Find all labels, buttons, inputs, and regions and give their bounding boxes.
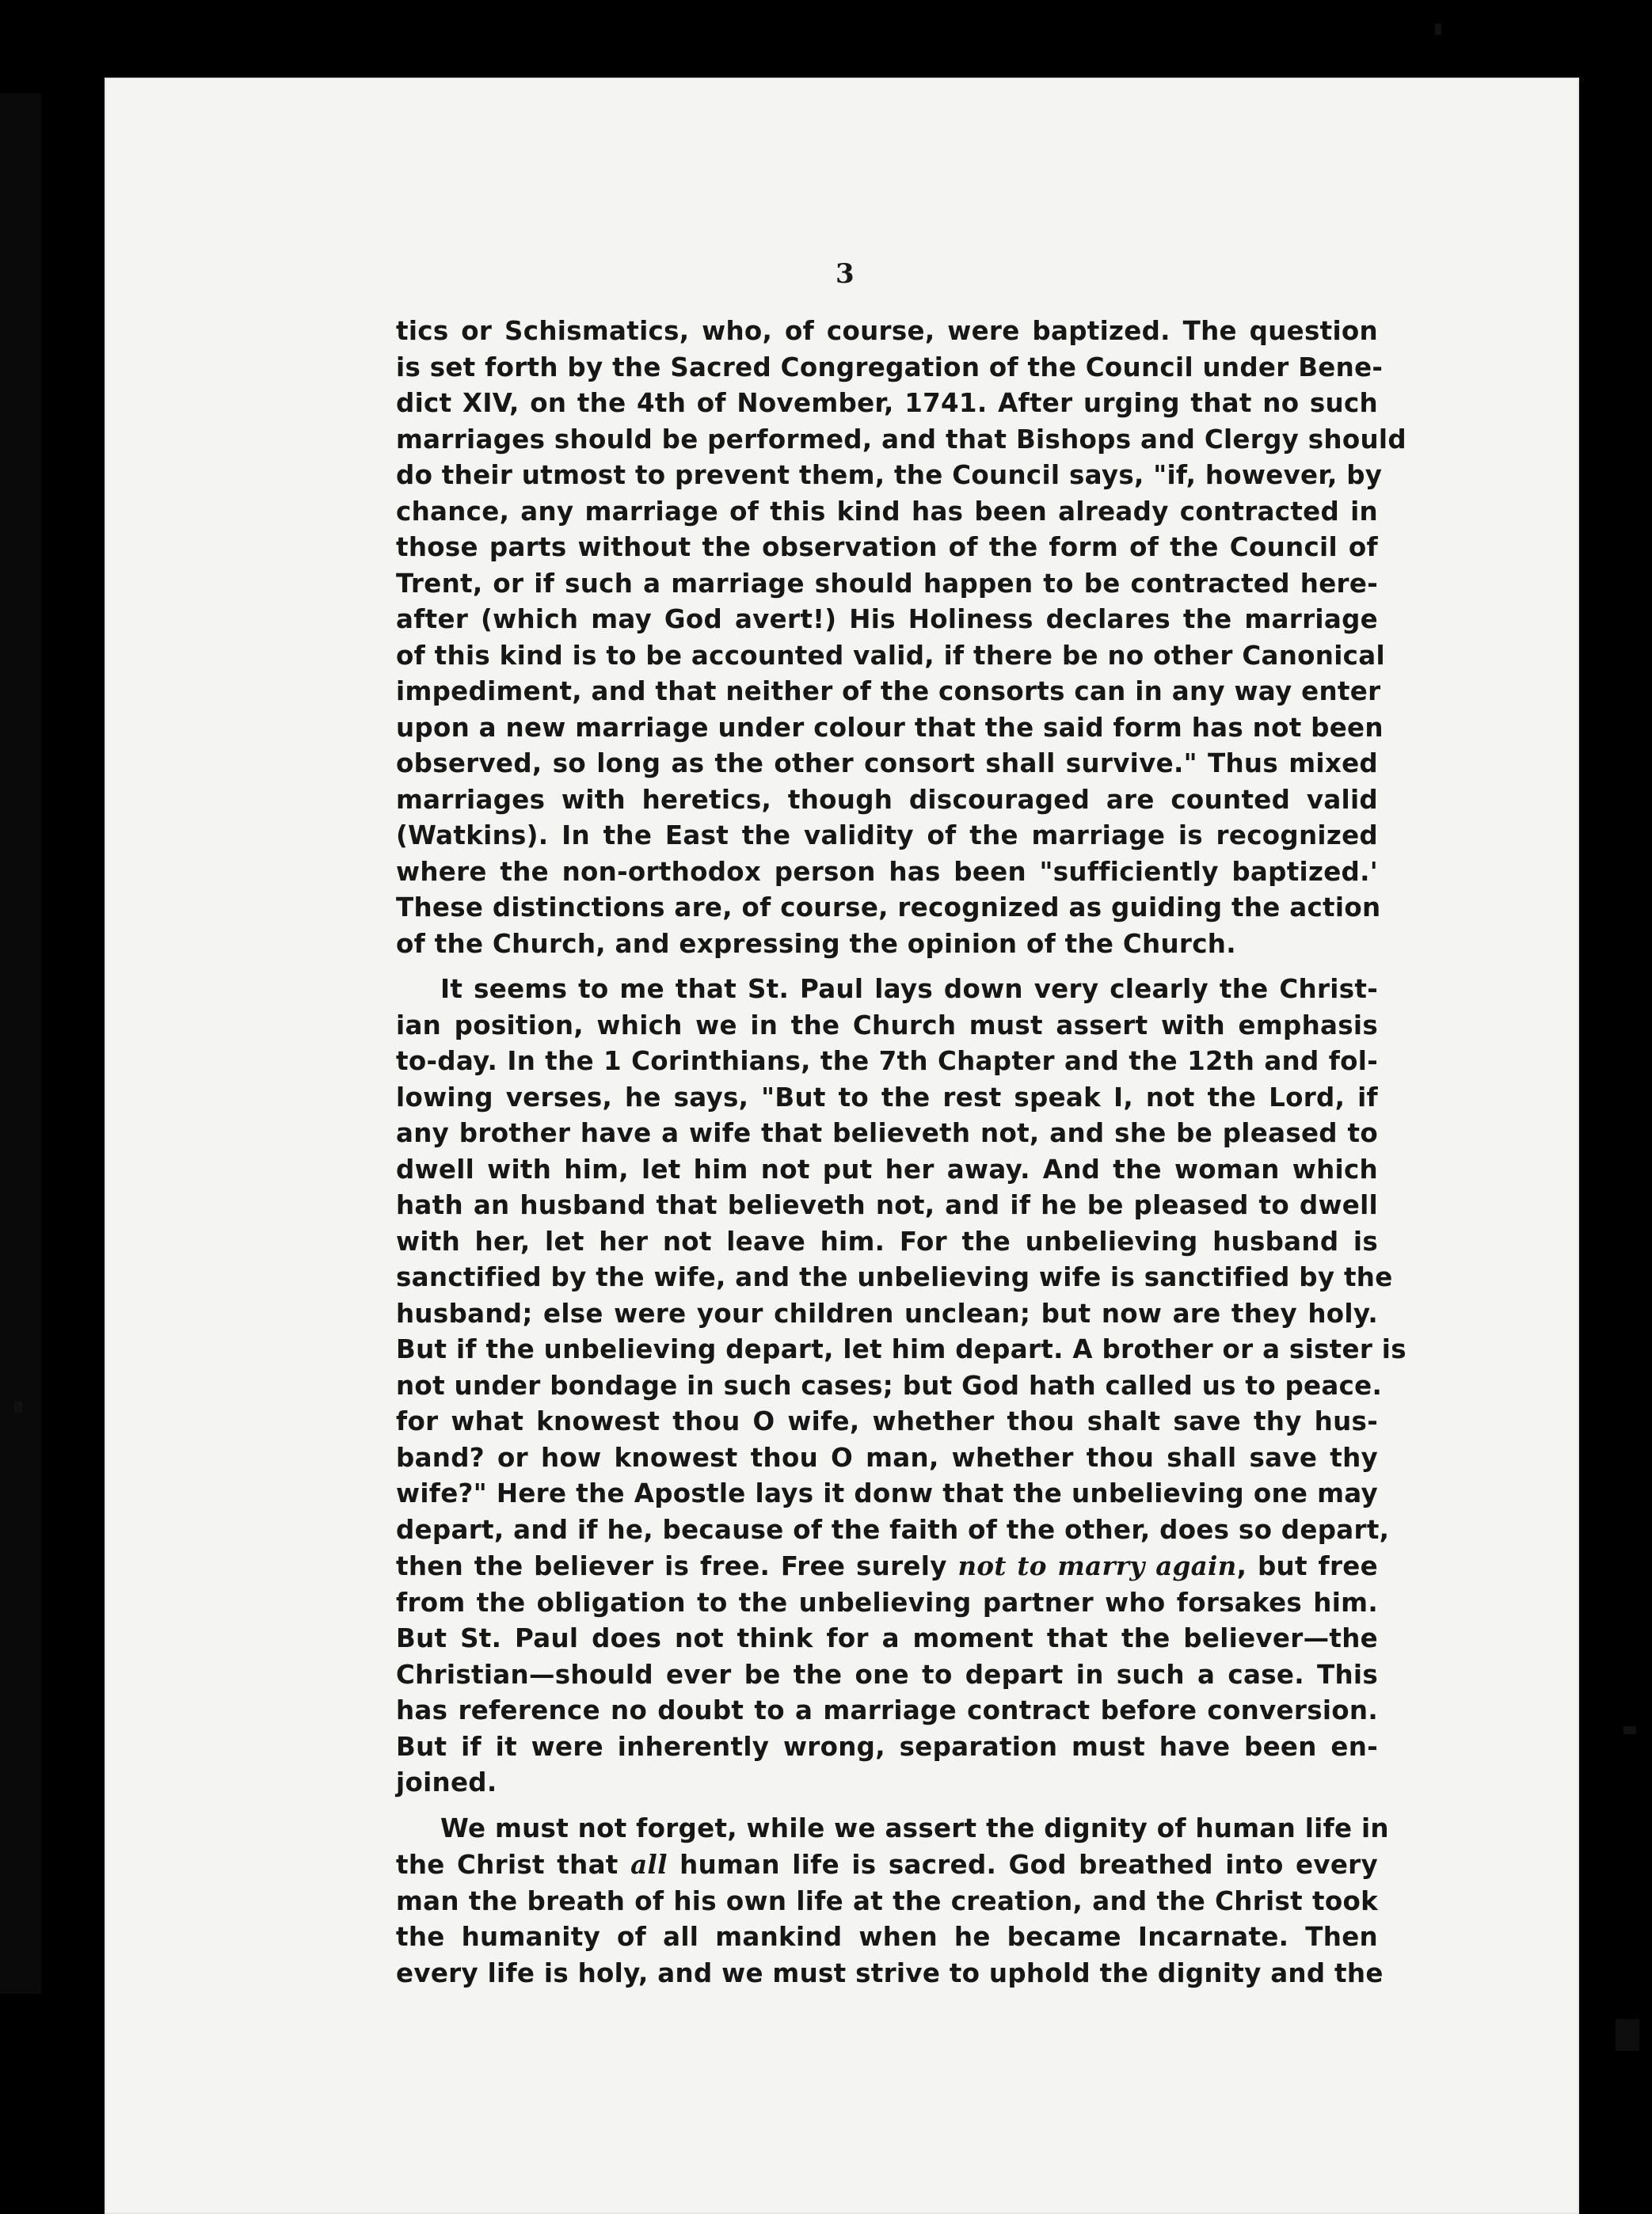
paragraph: [396, 972, 1406, 1801]
text-line: husband; else were your children unclean; but now are they holy.: [396, 1298, 1378, 1329]
scan-speck: [1616, 2019, 1639, 2051]
text-line: upon a new marriage under colour that the said form has not been: [396, 712, 1384, 743]
text-line: where the non-orthodox person has been "sufficiently baptized.': [396, 856, 1378, 887]
text-line: chance, any marriage of this kind has been already contracted in: [396, 496, 1378, 527]
text-line: But St. Paul does not think for a moment that the believer—the: [396, 1623, 1378, 1653]
text-line: do their utmost to prevent them, the Council says, "if, however, by: [396, 460, 1383, 490]
text-line: for what knowest thou O wife, whether thou shalt save thy hus-: [396, 1406, 1378, 1436]
body-text: [396, 314, 1406, 2001]
text-line: Christian—should ever be the one to depart in such a case. This: [396, 1659, 1378, 1690]
text-line: depart, and if he, because of the faith of the other, does so depart,: [396, 1514, 1390, 1545]
text-line: to-day. In the 1 Corinthians, the 7th Chapter and the 12th and fol-: [396, 1046, 1378, 1076]
paragraph: [396, 314, 1406, 962]
text-line: But if the unbelieving depart, let him depart. A brother or a sister is: [396, 1334, 1406, 1364]
text-line: of the Church, and expressing the opinion of the Church.: [396, 928, 1236, 959]
text-line: marriages should be performed, and that Bishops and Clergy should: [396, 424, 1406, 455]
text-line: the Christ that all human life is sacred. God breathed into every: [396, 1849, 1378, 1880]
text-line: after (which may God avert!) His Holiness declares the marriage: [396, 604, 1378, 634]
text-line: impediment, and that neither of the consorts can in any way enter: [396, 676, 1381, 706]
text-line: dict XIV, on the 4th of November, 1741. After urging that no such: [396, 388, 1378, 418]
text-line: It seems to me that St. Paul lays down very clearly the Christ-: [440, 974, 1378, 1004]
scan-speck: [14, 1402, 22, 1413]
text-line: man the breath of his own life at the creation, and the Christ took: [396, 1885, 1378, 1916]
text-line: every life is holy, and we must strive to uphold the dignity and the: [396, 1957, 1384, 1988]
text-line: has reference no doubt to a marriage contract before conversion.: [396, 1695, 1378, 1725]
text-line: (Watkins). In the East the validity of the marriage is recognized: [396, 820, 1378, 850]
text-line: We must not forget, while we assert the dignity of human life in: [440, 1813, 1389, 1843]
text-line: dwell with him, let him not put her away. And the woman which: [396, 1154, 1378, 1185]
text-line: tics or Schismatics, who, of course, were baptized. The question: [396, 316, 1378, 346]
text-line: joined.: [396, 1767, 497, 1797]
scan-border: [0, 93, 41, 1994]
text-line: then the believer is free. Free surely not to marry again, but free: [396, 1550, 1378, 1581]
text-line: marriages with heretics, though discouraged are counted valid: [396, 784, 1378, 815]
text-line: wife?" Here the Apostle lays it donw that the unbelieving one may: [396, 1478, 1378, 1508]
text-line: with her, let her not leave him. For the unbelieving husband is: [396, 1226, 1378, 1257]
text-line: not under bondage in such cases; but God hath called us to peace.: [396, 1370, 1383, 1401]
text-line: hath an husband that believeth not, and if he be pleased to dwell: [396, 1190, 1378, 1220]
text-line: These distinctions are, of course, recognized as guiding the action: [396, 892, 1381, 922]
text-line: band? or how knowest thou O man, whether thou shall save thy: [396, 1442, 1378, 1473]
text-line: sanctified by the wife, and the unbelieving wife is sanctified by the: [396, 1262, 1393, 1292]
text-line: those parts without the observation of the form of the Council of: [396, 532, 1378, 562]
text-line: is set forth by the Sacred Congregation of the Council under Bene-: [396, 352, 1384, 382]
text-line: the humanity of all mankind when he became Incarnate. Then: [396, 1922, 1378, 1952]
text-line: from the obligation to the unbelieving partner who forsakes him.: [396, 1587, 1378, 1618]
text-line: observed, so long as the other consort shall survive." Thus mixed: [396, 748, 1378, 778]
text-line: But if it were inherently wrong, separation must have been en-: [396, 1731, 1378, 1762]
page-number: 3: [836, 258, 855, 290]
paragraph: [396, 1811, 1389, 1992]
scan-speck: [1435, 24, 1441, 35]
text-line: any brother have a wife that believeth not, and she be pleased to: [396, 1118, 1378, 1148]
text-line: lowing verses, he says, "But to the rest speak I, not the Lord, if: [396, 1082, 1378, 1113]
text-line: ian position, which we in the Church must assert with emphasis: [396, 1010, 1378, 1040]
text-line: Trent, or if such a marriage should happen to be contracted here-: [396, 568, 1378, 599]
scan-speck: [1623, 1726, 1636, 1734]
text-line: of this kind is to be accounted valid, if there be no other Canonical: [396, 640, 1385, 671]
